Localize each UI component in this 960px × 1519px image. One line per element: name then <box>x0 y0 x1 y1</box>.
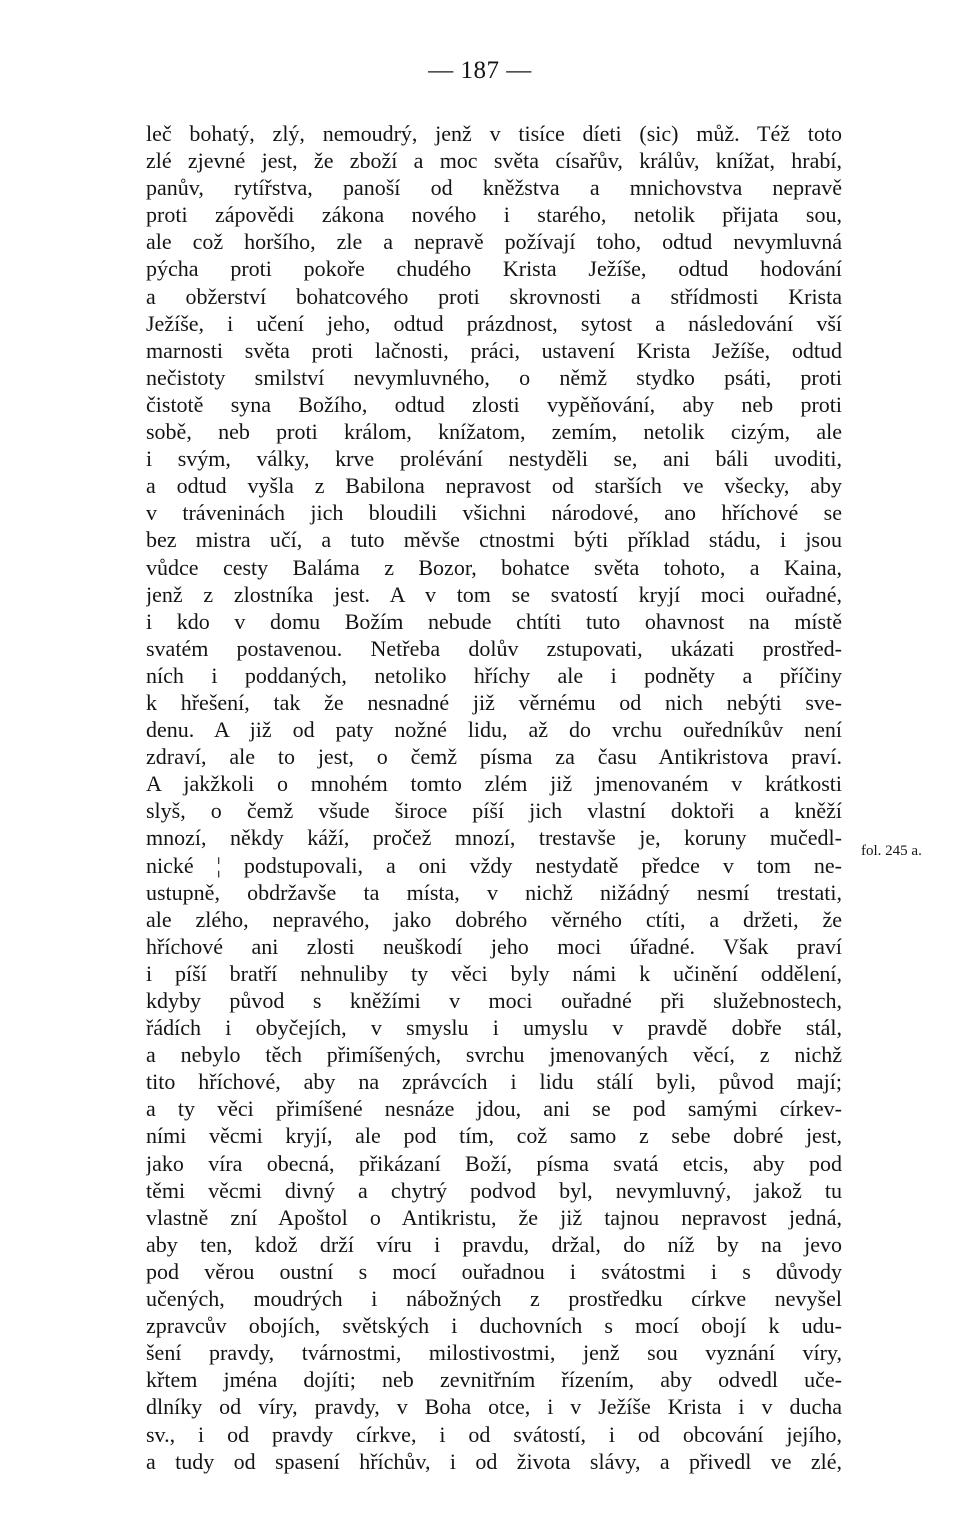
text-line: ustupně, obdržavše ta místa, v nichž nižádný nesmí trestati, <box>146 879 842 905</box>
text-line: vůdce cesty Baláma z Bozor, bohatce světa tohoto, a Kaina, <box>146 554 842 580</box>
text-line: učených, moudrých i nábožných z prostředku církve nevyšel <box>146 1286 842 1312</box>
text-line: kdyby původ s kněžími v moci ouřadné při služebnostech, <box>146 988 842 1013</box>
text-line: svatém postavenou. Netřeba dolův zstupovati, ukázati prostřed- <box>146 635 842 661</box>
text-line: vlastně zní Apoštol o Antikristu, že již tajnou nepravost jedná, <box>146 1204 842 1230</box>
text-line: Ježíše, i učení jeho, odtud prázdnost, sytost a následování vší <box>146 310 842 336</box>
text-line: a odtud vyšla z Babilona nepravost od starších ve všecky, aby <box>146 473 842 499</box>
text-line: zlé zjevné jest, že zboží a moc světa císařův, králův, knížat, hrabí, <box>146 148 842 174</box>
text-line: hříchové ani zlosti neuškodí jeho moci úřadné. Však praví <box>146 933 842 959</box>
margin-note: fol. 245 a. <box>861 843 922 859</box>
text-line: marnosti světa proti lačnosti, práci, ustavení Krista Ježíše, odtud <box>146 337 842 363</box>
text-line: i svým, války, krve prolévání nestyděli se, ani báli uvoditi, <box>146 446 842 472</box>
text-line: šení pravdy, tvárnostmi, milostivostmi, jenž sou vyznání víry, <box>146 1340 842 1366</box>
page-number: — 187 — <box>428 57 532 84</box>
text-line: těmi věcmi divný a chytrý podvod byl, nevymluvný, jakož tu <box>146 1177 842 1203</box>
text-line: tito hříchové, aby na zprávcích i lidu stálí byli, původ mají; <box>146 1069 842 1095</box>
text-line: a obžerství bohatcového proti skrovnosti a střídmosti Krista <box>146 283 842 309</box>
text-line: A jakžkoli o mnohém tomto zlém již jmenovaném v krátkosti <box>146 771 842 797</box>
text-line: pýcha proti pokoře chudého Krista Ježíše, odtud hodování <box>146 256 842 282</box>
text-line: a nebylo těch přimíšených, svrchu jmenovaných věcí, z nichž <box>146 1042 842 1068</box>
text-line: sobě, neb proti králom, knížatom, zemím, netolik cizým, ale <box>146 419 842 445</box>
text-line: ními věcmi kryjí, ale pod tím, což samo z sebe dobré jest, <box>146 1123 842 1149</box>
text-line: dlníky od víry, pravdy, v Boha otce, i v Ježíše Krista i v ducha <box>146 1394 842 1420</box>
text-line: bez mistra učí, a tuto měvše ctnostmi býti příklad stádu, i jsou <box>146 527 842 553</box>
text-line: k hřešení, tak že nesnadné již věrnému od nich nebýti sve- <box>146 689 842 715</box>
text-line: a tudy od spasení hříchův, i od života slávy, a přivedl ve zlé, <box>146 1448 842 1474</box>
text-line: v tráveninách jich bloudili všichni národové, ano hříchové se <box>146 500 842 526</box>
text-line: řádích i obyčejích, v smyslu i umyslu v pravdě dobře stál, <box>146 1015 842 1041</box>
text-line: jenž z zlostníka jest. A v tom se svatostí kryjí moci ouřadné, <box>146 581 842 607</box>
text-line: zdraví, ale to jest, o čemž písma za času Antikristova praví. <box>146 744 842 770</box>
text-line: a ty věci přimíšené nesnáze jdou, ani se pod samými církev- <box>146 1096 842 1122</box>
text-line: čistotě syna Božího, odtud zlosti vypěňování, aby neb proti <box>146 391 842 417</box>
body-text <box>146 120 842 1475</box>
text-line: sv., i od pravdy církve, i od svátostí, i od obcování jejího, <box>146 1421 842 1447</box>
text-line: jako víra obecná, přikázaní Boží, písma svatá etcis, aby pod <box>146 1150 842 1176</box>
text-line: mnozí, někdy káží, pročež mnozí, trestavše je, koruny mučedl- <box>146 825 842 851</box>
text-line: křtem jména dojíti; neb zevnitřním řízením, aby odvedl uče- <box>146 1367 842 1393</box>
text-line: pod věrou oustní s mocí ouřadnou i svátostmi i s důvody <box>146 1258 842 1284</box>
text-line: panův, rytířstva, panoší od kněžstva a mnichovstva nepravě <box>146 175 842 201</box>
text-line: ale což horšího, zle a nepravě požívají toho, odtud nevymluvná <box>146 229 842 255</box>
text-line: aby ten, kdož drží víru i pravdu, držal, do níž by na jevo <box>146 1231 842 1257</box>
text-line: ale zlého, nepravého, jako dobrého věrného ctíti, a držeti, že <box>146 906 842 932</box>
text-line: nické ¦ podstupovali, a oni vždy nestydatě předce v tom ne- <box>146 852 842 878</box>
text-line: i kdo v domu Božím nebude chtíti tuto ohavnost na místě <box>146 608 842 634</box>
text-line: proti zápovědi zákona nového i starého, netolik přijata sou, <box>146 202 842 228</box>
text-line: zpravcův obojích, světských i duchovních s mocí obojí k udu- <box>146 1313 842 1339</box>
text-line: leč bohatý, zlý, nemoudrý, jenž v tisíce díeti (sic) můž. Též toto <box>146 121 842 146</box>
text-line: nečistoty smilství nevymluvného, o němž stydko psáti, proti <box>146 364 842 390</box>
text-line: slyš, o čemž všude široce píší jich vlastní doktoři a kněží <box>146 798 842 824</box>
text-line: ních i poddaných, netoliko hříchy ale i podněty a příčiny <box>146 662 842 688</box>
text-line: i píší bratří nehnuliby ty věci byly námi k učinění oddělení, <box>146 960 842 986</box>
text-line: denu. A již od paty nožné lidu, až do vrchu ouředníkův není <box>146 717 842 743</box>
